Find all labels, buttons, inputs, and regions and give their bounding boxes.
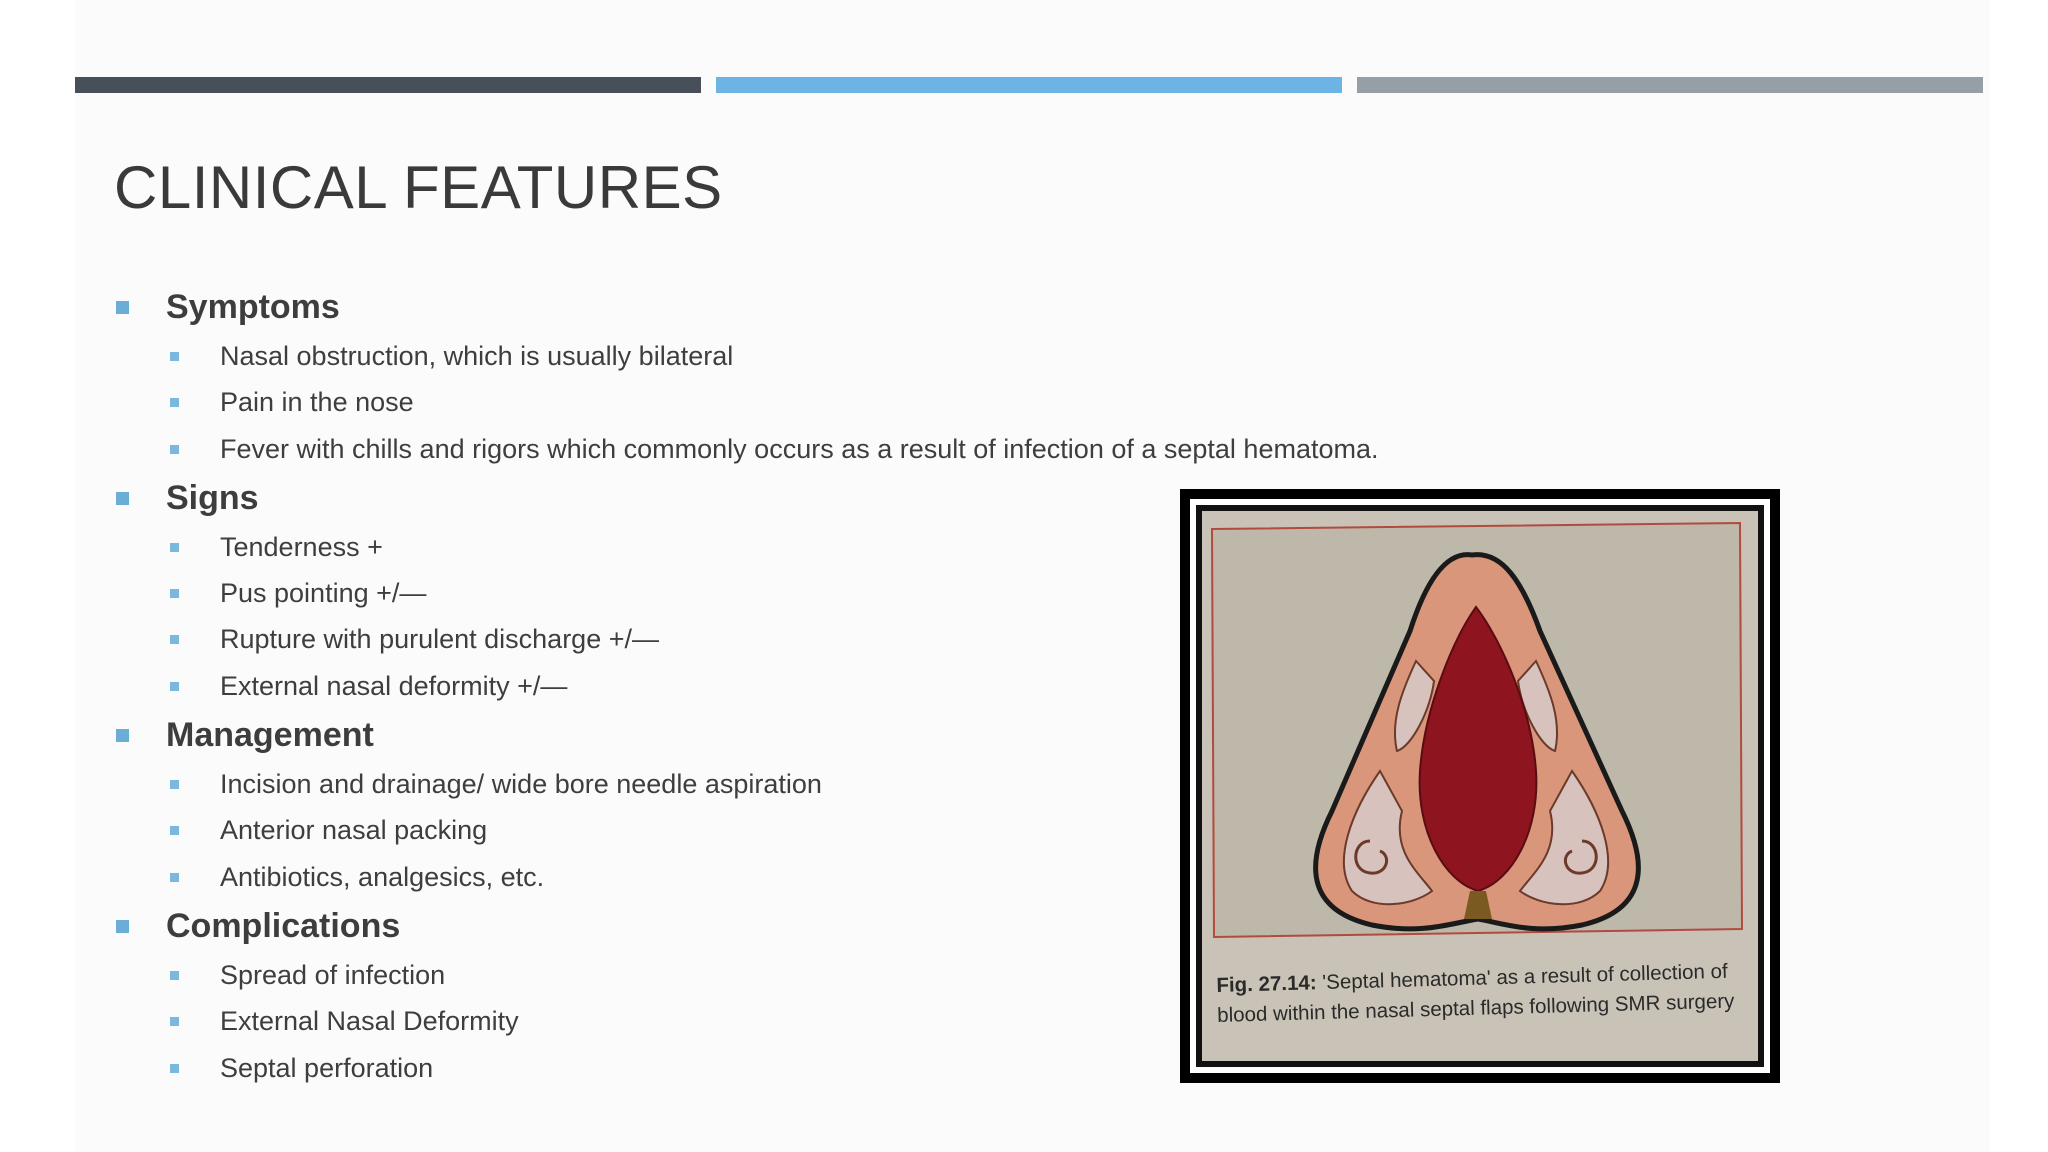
square-bullet-icon [170,352,179,361]
figure-caption-text: 'Septal hematoma' as a result of collection of blood within the nasal septal flaps following SMR surgery [1216,959,1735,1027]
square-bullet-icon [170,589,179,598]
square-bullet-icon [116,920,129,933]
list-item-text: Incision and drainage/ wide bore needle aspiration [220,769,822,800]
list-item [114,426,1514,472]
square-bullet-icon [170,1017,179,1026]
square-bullet-icon [170,826,179,835]
list-item-text: Tenderness + [220,531,383,562]
section-heading: Symptoms [166,288,340,326]
square-bullet-icon [170,543,179,552]
section-symptoms [114,281,1514,472]
figure-paper [1202,511,1758,1061]
section-heading: Complications [166,906,401,945]
septal-hematoma-figure [1180,489,1780,1083]
square-bullet-icon [170,635,179,644]
square-bullet-icon [170,682,179,691]
list-item [114,333,1514,379]
list-item-text: Antibiotics, analgesics, etc. [220,861,545,892]
slide-title: CLINICAL FEATURES [114,154,723,221]
list-item-text: External Nasal Deformity [220,1006,519,1037]
list-item-text: Nasal obstruction, which is usually bilateral [220,341,734,371]
list-item-text: Fever with chills and rigors which commonly occurs as a result of infection of a septal hematoma. [220,433,1379,464]
square-bullet-icon [170,398,179,407]
list-item-text: Pain in the nose [220,387,414,418]
square-bullet-icon [170,873,179,882]
list-item-text: Spread of infection [220,959,446,990]
square-bullet-icon [170,445,179,454]
header-bar-blue [716,77,1342,93]
list-item-text: Septal perforation [220,1052,434,1083]
square-bullet-icon [170,780,179,789]
list-item-text: Anterior nasal packing [220,815,488,846]
square-bullet-icon [116,492,129,505]
square-bullet-icon [170,971,179,980]
square-bullet-icon [170,1064,179,1073]
list-item [114,379,1514,425]
list-item-text: Rupture with purulent discharge +/— [220,624,659,655]
square-bullet-icon [116,301,129,314]
figure-caption-number: Fig. 27.14: [1216,971,1317,997]
header-bar-dark [75,77,701,93]
square-bullet-icon [116,729,129,742]
section-heading: Signs [166,478,259,517]
list-item-text: External nasal deformity +/— [220,670,568,701]
sub-list [114,333,1514,472]
section-heading: Management [166,716,374,755]
list-item-text: Pus pointing +/— [220,578,427,609]
header-bar-gray [1357,77,1983,93]
section-heading-row [114,281,1514,333]
